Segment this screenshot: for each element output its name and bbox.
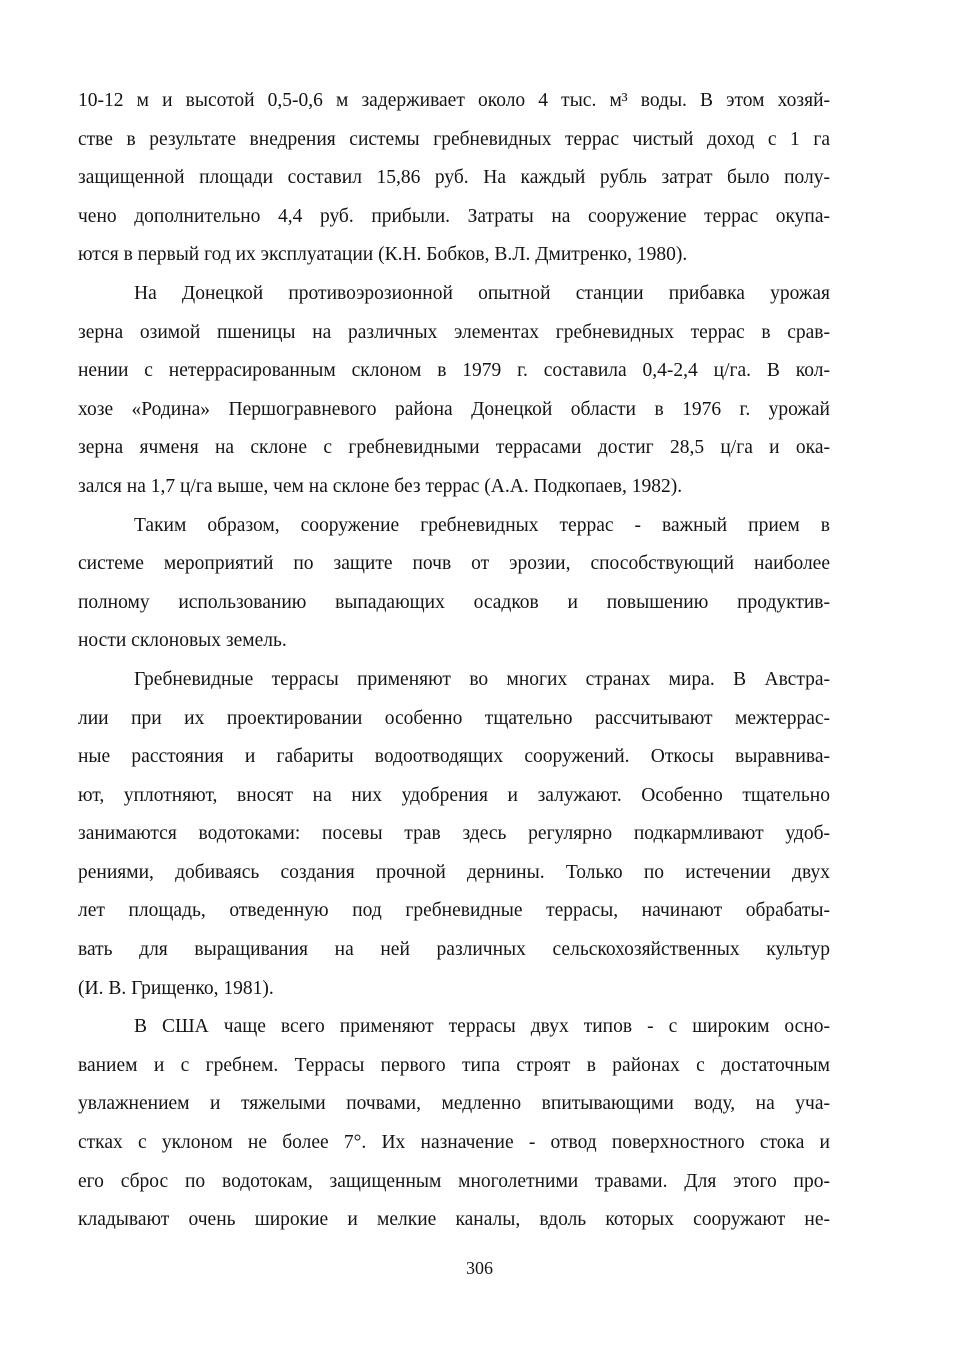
text-line: увлажнением и тяжелыми почвами, медленно впитывающими воду, на уча- (78, 1093, 830, 1115)
text-line: рениями, добиваясь создания прочной дернины. Только по истечении двух (78, 861, 830, 883)
text-line: Таким образом, сооружение гребневидных террас - важный прием в (134, 514, 830, 536)
paragraph-4 (78, 661, 830, 1008)
text-line: нении с нетеррасированным склоном в 1979 г. составила 0,4-2,4 ц/га. В кол- (78, 360, 830, 382)
text-line: ют, уплотняют, вносят на них удобрения и залужают. Особенно тщательно (78, 784, 830, 806)
page-number: 306 (466, 1258, 493, 1278)
paragraph-2 (78, 275, 830, 507)
text-line: полному использованию выпадающих осадков и повышению продуктив- (78, 591, 830, 613)
text-line: ванием и с гребнем. Террасы первого типа строят в районах с достаточным (78, 1054, 830, 1076)
text-line: Гребневидные террасы применяют во многих странах мира. В Австра- (134, 668, 830, 690)
paragraph-1 (78, 82, 830, 275)
paragraph-3 (78, 507, 830, 661)
text-line: лии при их проектировании особенно тщательно рассчитывают межтеррас- (78, 707, 830, 729)
page-body (78, 82, 830, 1240)
text-line: зался на 1,7 ц/га выше, чем на склоне без террас (А.А. Подкопаев, 1982). (78, 475, 683, 497)
text-line: (И. В. Грищенко, 1981). (78, 977, 274, 999)
text-line: хозе «Родина» Першогравневого района Донецкой области в 1976 г. урожай (78, 398, 830, 420)
text-line: В США чаще всего применяют террасы двух типов - с широким осно- (134, 1016, 830, 1038)
text-line: 10-12 м и высотой 0,5-0,6 м задерживает около 4 тыс. м³ воды. В этом хозяй- (78, 90, 830, 111)
text-line: защищенной площади составил 15,86 руб. На каждый рубль затрат было полу- (78, 167, 830, 189)
text-line: ные расстояния и габариты водоотводящих сооружений. Откосы выравнива- (78, 746, 830, 768)
text-line: системе мероприятий по защите почв от эрозии, способствующий наиболее (78, 553, 830, 575)
text-line: стве в результате внедрения системы гребневидных террас чистый доход с 1 га (78, 128, 830, 150)
text-line: На Донецкой противоэрозионной опытной станции прибавка урожая (134, 282, 830, 304)
text-line: его сброс по водотокам, защищенным многолетними травами. Для этого про- (78, 1170, 830, 1192)
text-line: лет площадь, отведенную под гребневидные террасы, начинают обрабаты- (78, 900, 830, 922)
text-line: вать для выращивания на ней различных сельскохозяйственных культур (78, 939, 830, 961)
text-line: ются в первый год их эксплуатации (К.Н. Бобков, В.Л. Дмитренко, 1980). (78, 244, 688, 266)
text-line: кладывают очень широкие и мелкие каналы, вдоль которых сооружают не- (78, 1209, 830, 1231)
text-line: чено дополнительно 4,4 руб. прибыли. Затраты на сооружение террас окупа- (78, 205, 830, 227)
text-line: занимаются водотоками: посевы трав здесь регулярно подкармливают удоб- (78, 823, 830, 845)
text-line: зерна ячменя на склоне с гребневидными террасами достиг 28,5 ц/га и ока- (78, 437, 830, 459)
text-line: ности склоновых земель. (78, 630, 287, 652)
text-line: зерна озимой пшеницы на различных элементах гребневидных террас в срав- (78, 321, 830, 343)
text-line: стках с уклоном не более 7°. Их назначение - отвод поверхностного стока и (78, 1132, 830, 1154)
paragraph-5 (78, 1008, 830, 1240)
